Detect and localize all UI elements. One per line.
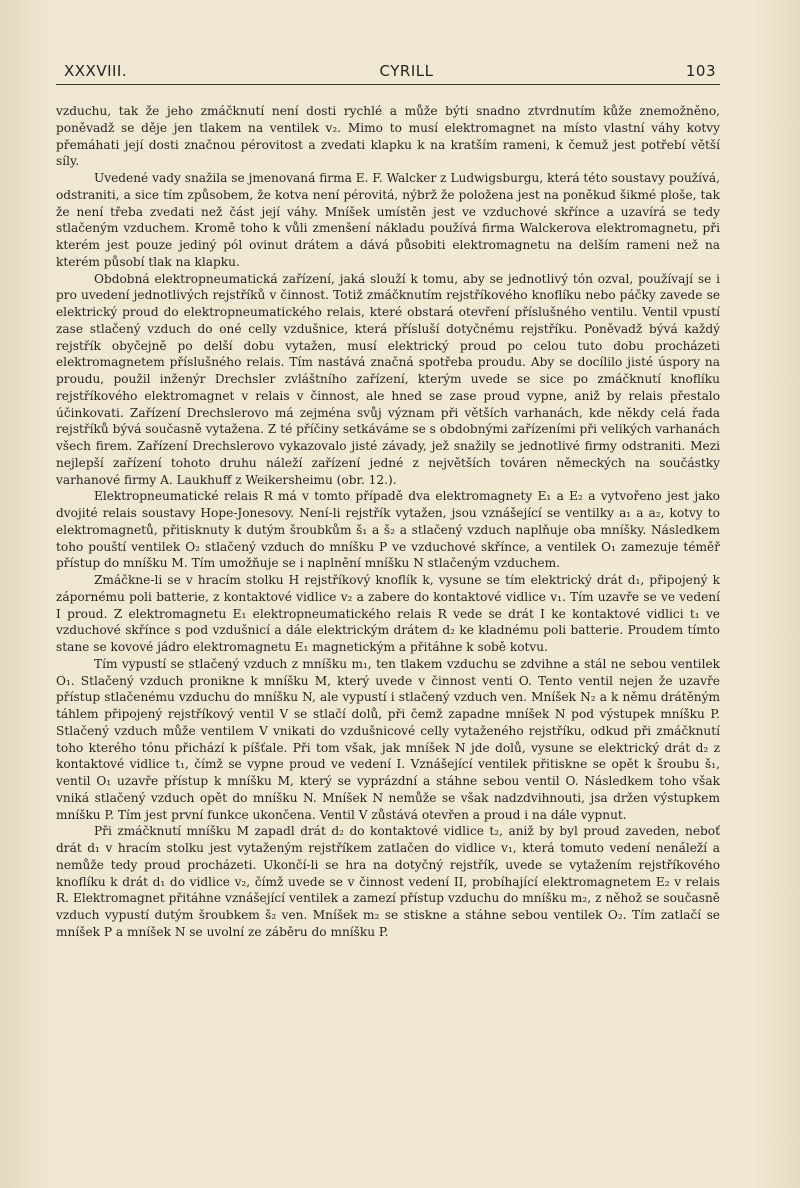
chapter-number: XXXVIII. <box>64 62 128 80</box>
author-name: CYRILL <box>379 62 434 80</box>
paragraph: vzduchu, tak že jeho zmáčknutí není dosti rychlé a může býti snadno ztvrdnutím kůže znemožněno, poněvadž se děje jen tlakem na ventilek v₂. Mimo to musí elektromagnet na místo vlastní váhy kotvy přemáhati její dosti značnou pérovitost a zvedati klapku k na kratším rameni, k čemuž jest potřebí větší síly. <box>56 104 720 169</box>
paragraph: Elektropneumatické relais R má v tomto případě dva elektromagnety E₁ a E₂ a vytvořeno jest jako dvojité relais soustavy Hope-Jonesovy. Není-li rejstřík vytažen, jsou vznášející se ventilky a₁ a a₂, kotvy to elektromagnetů, přitisknuty k dutým šroubkům š₁ a š₂ a stlačený vzduch naplňuje oba mníšky. Následkem toho pouští ventilek O₂ stlačený vzduch do mníšku P ve vzduchové skřínce, a ventilek O₁ zamezuje téměř přístup do mníšku M. Tím umožňuje se i naplnění mníšku N stlačeným vzduchem. <box>56 489 720 571</box>
paragraph: Obdobná elektropneumatická zařízení, jaká slouží k tomu, aby se jednotlivý tón ozval, používají se i pro uvedení jednotlivých rejstříků v činnost. Totiž zmáčknutím rejstříkového knoflíku nebo páčky zavede se elektrický proud do elektropneumatického relais, které obstará otevření příslušného ventilu. Ventil vpustí zase stlačený vzduch do oné celly vzdušnice, která přísluší dotyčnému rejstříku. Poněvadž bývá každý rejstřík obyčejně po delší dobu vytažen, musí elektrický proud po celou tuto dobu procházeti elektromagnetem příslušného relais. Tím nastává značná spotřeba proudu. Aby se docílilo jisté úspory na proudu, použil inženýr Drechsler zvláštního zařízení, kterým uvede se sice po zmáčknutí knoflíku rejstříkového elektromagnet v relais v činnost, ale hned se zase proud vypne, aniž by relais přestalo účinkovati. Zařízení Drechslerovo má zejména svůj význam při větších varhanách, kde někdy celá řada rejstříků bývá současně vytažena. Z té příčiny setkáváme se s obdobnými zařízeními při velikých varhanách všech firem. Zařízení Drechslerovo vykazovalo jisté závady, jež snažily se jednotlivé firmy odstraniti. Mezi nejlepší zařízení tohoto druhu náleží zařízení jedné z největších továren německých na součástky varhanové firmy A. Laukhuff z Weikersheimu (obr. 12.). <box>56 271 720 487</box>
paragraph: Tím vypustí se stlačený vzduch z mníšku m₁, ten tlakem vzduchu se zdvihne a stál ne sebou ventilek O₁. Stlačený vzduch pronikne k mníšku M, který uvede v činnost venti O. Tento ventil nejen že uzavře přístup stlačenému vzduchu do mníšku N, ale vypustí i stlačený vzduch ven. Mníšek N₂ a k němu drátěným táhlem připojený rejstříkový ventil V se stlačí dolů, při čemž zapadne mníšek N pod výstupek mníšku P. Stlačený vzduch může ventilem V vnikati do vzdušnicové celly vytaženého rejstříku, odkud při zmáčknutí toho kterého tónu přichází k píšťale. Při tom však, jak mníšek N jde dolů, vysune se elektrický drát d₂ z kontaktové vidlice t₁, čímž se vypne proud ve vedení I. Vznášející ventilek přitiskne se opět k šroubu š₁, ventil O₁ uzavře přístup k mníšku M, který se vyprázdní a stáhne sebou ventil O. Následkem toho však vniká stlačený vzduch opět do mníšku N. Mníšek N nemůže se však nadzdvihnouti, jsa držen výstupkem mníšku P. Tím jest první funkce ukončena. Ventil V zůstává otevřen a proud i na dále vypnut. <box>56 656 720 822</box>
paragraph: Při zmáčknutí mníšku M zapadl drát d₂ do kontaktové vidlice t₂, aniž by byl proud zaveden, neboť drát d₁ v hracím stolku jest vytaženým rejstříkem zatlačen do vidlice v₁, která tomuto vedení nenáleží a nemůže tedy proud procházeti. Ukončí-li se hra na dotyčný rejstřík, uvede se vytažením rejstříkového knoflíku k drát d₁ do vidlice v₂, čímž uvede se v činnost vedení II, probíhající elektromagnetem E₂ v relais R. Elektromagnet přitáhne vznášející ventilek a zamezí přístup vzduchu do mníšku m₂, z něhož se současně vzduch vypustí dutým šroubkem š₂ ven. Mníšek m₂ se stiskne a stáhne sebou ventilek O₂. Tím zatlačí se mníšek P a mníšek N se uvolní ze záběru do mníšku P. <box>56 824 720 939</box>
paragraph: Zmáčkne-li se v hracím stolku H rejstříkový knoflík k, vysune se tím elektrický drát d₁, připojený k zápornému poli batterie, z kontaktové vidlice v₂ a zabere do kontaktové vidlice v₁. Tím uzavře se ve vedení I proud. Z elektromagnetu E₁ elektropneumatického relais R vede se drát I ke kontaktové vidlici t₁ ve vzduchové skřínce s pod vzdušnicí a dále elektrickým drátem d₂ ke kladnému poli batterie. Proudem tímto stane se kovové jádro elektromagnetu E₁ magnetickým a přitáhne k sobě kotvu. <box>56 573 720 654</box>
page-number: 103 <box>685 62 716 80</box>
running-header <box>56 62 720 85</box>
page-body <box>56 103 720 941</box>
paragraph: Uvedené vady snažila se jmenovaná firma E. F. Walcker z Ludwigsburgu, která této soustavy používá, odstraniti, a sice tím způsobem, že kotva není pérovitá, nýbrž že položena jest na poněkud šikmé ploše, tak že není třeba zvedati než část její váhy. Mníšek umístěn jest ve vzduchové skřínce a uzavírá se tedy stlačeným vzduchem. Kromě toho k vůli zmenšení nákladu používá firma Walckerova elektromagnetu, při kterém jest pouze jediný pól ovinut drátem a dává působiti elektromagnetu na delším rameni než na kterém působí tlak na klapku. <box>56 171 720 269</box>
